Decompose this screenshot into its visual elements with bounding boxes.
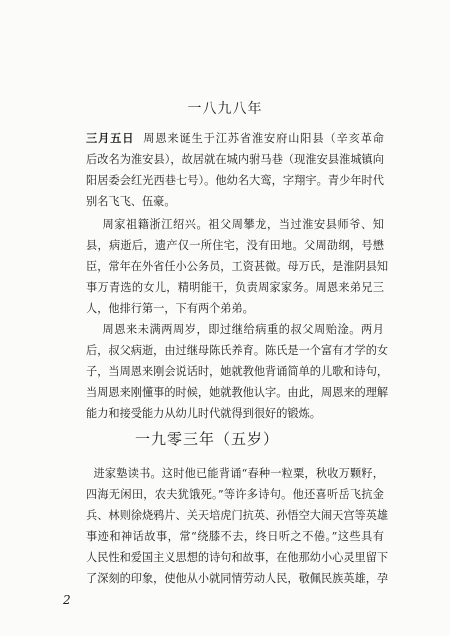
paragraph-line: 阳居委会红光西巷七号）。他幼名大鸾，字翔宇。青少年时代 [86,174,384,187]
paragraph-adoption [86,319,389,424]
paragraph-line: 兵、林则徐烧鸦片、关天培虎门抗英、孙悟空大闹天宫等英雄 [86,509,389,522]
paragraph-line: 能力和接受能力从幼儿时代就得到很好的锻炼。 [86,407,321,420]
paragraph-line: 四海无闲田，农夫犹饿死。”等许多诗句。他还喜听岳飞抗金 [86,488,384,501]
paragraph-line [86,214,384,235]
date-lead: 三月五日 [86,131,135,145]
paragraph-line: 别名飞飞、伍豪。 [86,195,176,208]
paragraph-line: 后，叔父病逝，由过继母陈氏养育。陈氏是一个富有才学的女 [86,344,389,357]
paragraph-line: 事万青选的女儿，精明能干，负责周家家务。周恩来弟兄三 [86,281,384,294]
line-text: 周恩来未满两周岁，即过继给病重的叔父周贻淦。两月 [102,323,384,336]
paragraph-line: 当周恩来刚懂事的时候，她就教他认字。由此，周恩来的理解 [86,386,389,399]
year-heading-1903: 一九零三年（五岁） [134,430,279,448]
paragraph-line [86,463,384,484]
paragraph-line: 人民性和爱国主义思想的诗句和故事，在他那幼小心灵里留下 [86,551,389,564]
paragraph-line: 了深刻的印象，使他从小就同情劳动人民，敬佩民族英雄，孕 [86,572,389,585]
line-text: 周家祖籍浙江绍兴。祖父周攀龙，当过淮安县师爷、知 [102,218,384,231]
page-number: 2 [63,593,71,607]
paragraph-line [86,128,384,149]
paragraph-line: 县，病逝后，遗产仅一所住宅，没有田地。父周劭纲，号懋 [86,239,384,252]
line-text: 进家塾读书。这时他已能背诵“春种一粒粟，秋收万颗籽， [93,467,384,480]
paragraph-line: 臣，常年在外省任小公务员，工资甚微。母万氏，是淮阴县知 [86,260,389,273]
year-heading-1898: 一八九八年 [187,101,263,117]
paragraph-family [86,214,389,319]
line-text: 周恩来诞生于江苏省淮安府山阳县（辛亥革命 [143,132,384,145]
paragraph-line: 人，他排行第一，下有两个弟弟。 [86,302,254,315]
paragraph-birth [86,128,384,212]
paragraph-line [86,319,384,340]
paragraph-school [86,463,389,589]
paragraph-line: 子，当周恩来刚会说话时，她就教他背诵简单的儿歌和诗句， [86,365,389,378]
paragraph-line: 事迹和神话故事，常“绕膝不去，终日听之不倦。”这些具有 [86,530,384,543]
paragraph-line: 后改名为淮安县），故居就在城内驸马巷（现淮安县淮城镇向 [86,153,384,166]
